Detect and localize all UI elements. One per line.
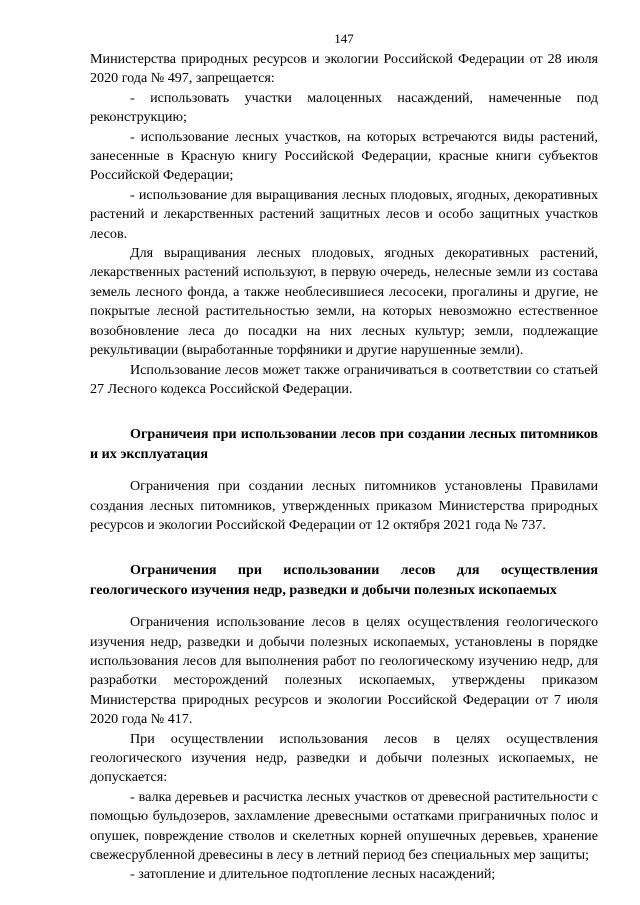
- paragraph: Для выращивания лесных плодовых, ягодных декоративных растений, лекарственных растений используют, в первую очередь, нелесные земли из состава земель лесного фонда, а также необлесившиеся лесосеки, прогалины и другие, не покрытые лесной растительностью земли, на которых невозможно естественное возобновление леса до посадки на них лесных культур; земли, подлежащие рекультивации (выработанные торфяники и другие нарушенные земли).: [90, 245, 598, 359]
- paragraph: Использование лесов может также ограничиваться в соответствии со статьей 27 Лесного кодекса Российской Федерации.: [90, 361, 598, 397]
- paragraph: Министерства природных ресурсов и экологии Российской Федерации от 28 июля 2020 года № 497, запрещается:: [90, 51, 598, 87]
- page-number: 147: [334, 31, 354, 46]
- paragraph: При осуществлении использования лесов в целях осуществления геологического изучения недр, разведки и добычи полезных ископаемых, не допускается:: [90, 730, 598, 786]
- list-item: - использование для выращивания лесных плодовых, ягодных, декоративных растений и лекарственных растений защитных лесов и особо защитных участков лесов.: [90, 186, 598, 242]
- document-page: [90, 30, 598, 885]
- list-item: - валка деревьев и расчистка лесных участков от древесной растительности с помощью бульдозеров, захламление древесными остатками приграничных полос и опушек, повреждение стволов и скелетных корней опушечных деревьев, хранение свежесрубленной древесины в лесу в летний период без специальных мер защиты;: [90, 788, 598, 864]
- list-item: - использование лесных участков, на которых встречаются виды растений, занесенные в Красную книгу Российской Федерации, красные книги субъектов Российской Федерации;: [90, 128, 598, 184]
- list-item: - затопление и длительное подтопление лесных насаждений;: [130, 866, 496, 883]
- section-heading-geology: Ограничения при использовании лесов для осуществления геологического изучения недр, разведки и добычи полезных ископаемых: [90, 562, 598, 598]
- list-item: - использовать участки малоценных насаждений, намеченные под реконструкцию;: [90, 89, 598, 126]
- paragraph: Ограничения при создании лесных питомников установлены Правилами создания лесных питомников, утвержденных приказом Министерства природных ресурсов и экологии Российской Федерации от 12 октября 2021 года № 737.: [90, 478, 598, 533]
- paragraph: Ограничения использование лесов в целях осуществления геологического изучения недр, разведки и добычи полезных ископаемых, установлены в порядке использования лесов для выполнения работ по геологическому изучению недр, для разработки месторождений полезных ископаемых, утверждены приказом Министерства природных ресурсов и экологии Российской Федерации от 7 июля 2020 года № 417.: [90, 614, 598, 728]
- section-heading-nursery: Ограничеия при использовании лесов при создании лесных питомников и их эксплуатация: [90, 426, 598, 462]
